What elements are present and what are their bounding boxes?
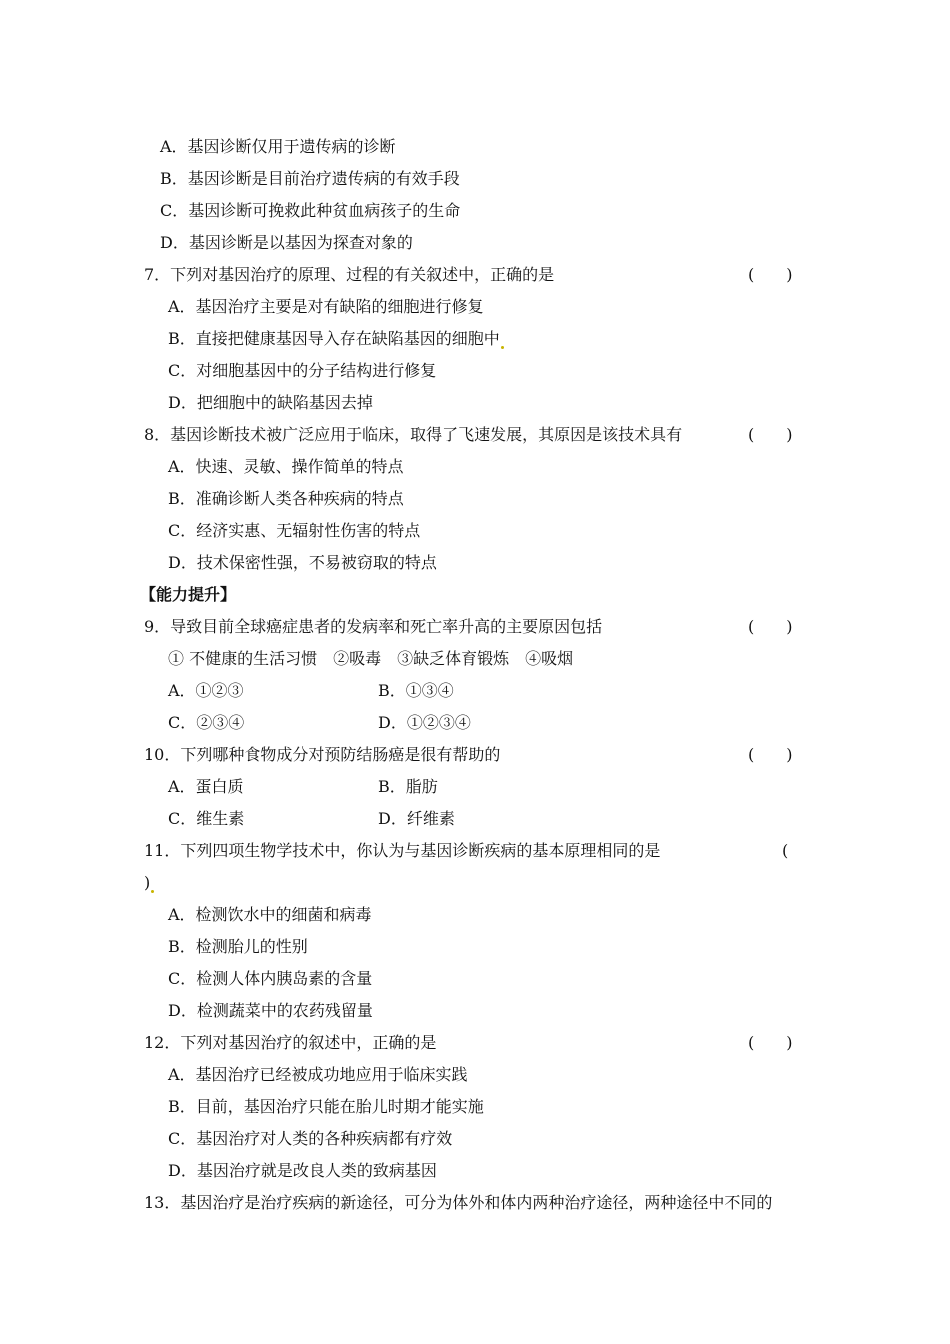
q9-option-c: C．②③④ [168,713,245,732]
q10-option-b: B．脂肪 [378,777,438,796]
q10-option-d: D．纤维素 [378,809,455,828]
q8-option-d: D．技术保密性强，不易被窃取的特点 [168,553,437,572]
q13-stem: 13．基因治疗是治疗疾病的新途径，可分为体外和体内两种治疗途径，两种途径中不同的 [144,1193,773,1212]
q12-option-a: A．基因治疗已经被成功地应用于临床实践 [168,1065,468,1084]
q12-answer-bracket: ( ) [748,1033,793,1052]
q7-stem: 7．下列对基因治疗的原理、过程的有关叙述中，正确的是 [144,265,555,284]
q12-option-d: D．基因治疗就是改良人类的致病基因 [168,1161,437,1180]
q10-answer-bracket: ( ) [748,745,793,764]
q8-option-c: C．经济实惠、无辐射性伤害的特点 [168,521,421,540]
q8-stem: 8．基因诊断技术被广泛应用于临床，取得了飞速发展，其原因是该技术具有 [144,425,683,444]
q7-option-d: D．把细胞中的缺陷基因去掉 [168,393,373,412]
q11-stem: 11．下列四项生物学技术中，你认为与基因诊断疾病的基本原理相同的是 [144,841,661,860]
q8-answer-bracket: ( ) [748,425,793,444]
q9-option-d: D．①②③④ [378,713,471,732]
q12-option-b: B．目前，基因治疗只能在胎儿时期才能实施 [168,1097,484,1116]
q12-option-c: C．基因治疗对人类的各种疾病都有疗效 [168,1129,453,1148]
q12-stem: 12．下列对基因治疗的叙述中，正确的是 [144,1033,437,1052]
q11-bracket-close-line: ) [144,873,154,893]
q11-option-c: C．检测人体内胰岛素的含量 [168,969,373,988]
q6-option-d: D．基因诊断是以基因为探查对象的 [160,233,413,252]
q9-answer-bracket: ( ) [748,617,793,636]
q7-answer-bracket: ( ) [748,265,793,284]
q7-option-c: C．对细胞基因中的分子结构进行修复 [168,361,437,380]
q11-option-b: B．检测胎儿的性别 [168,937,308,956]
q9-option-a: A．①②③ [168,681,244,700]
q11-bracket-open: ( [782,841,789,860]
q7-option-b: B．直接把健康基因导入存在缺陷基因的细胞中 [168,329,504,349]
q10-option-c: C．维生素 [168,809,245,828]
q7-option-a: A．基因治疗主要是对有缺陷的细胞进行修复 [168,297,484,316]
q9-option-b: B．①③④ [378,681,454,700]
q8-option-a: A．快速、灵敏、操作简单的特点 [168,457,404,476]
mark-dot [501,346,504,349]
mark-dot [151,890,154,893]
q9-items: ① 不健康的生活习惯 ②吸毒 ③缺乏体育锻炼 ④吸烟 [168,649,574,668]
section-title: 【能力提升】 [140,585,237,604]
q10-stem: 10．下列哪种食物成分对预防结肠癌是很有帮助的 [144,745,501,764]
q6-option-a: A．基因诊断仅用于遗传病的诊断 [160,137,396,156]
q6-option-c: C．基因诊断可挽救此种贫血病孩子的生命 [160,201,461,220]
q10-option-a: A．蛋白质 [168,777,244,796]
q11-option-a: A．检测饮水中的细菌和病毒 [168,905,372,924]
q8-option-b: B．准确诊断人类各种疾病的特点 [168,489,404,508]
q9-stem: 9．导致目前全球癌症患者的发病率和死亡率升高的主要原因包括 [144,617,603,636]
q11-option-d: D．检测蔬菜中的农药残留量 [168,1001,373,1020]
q6-option-b: B．基因诊断是目前治疗遗传病的有效手段 [160,169,460,188]
